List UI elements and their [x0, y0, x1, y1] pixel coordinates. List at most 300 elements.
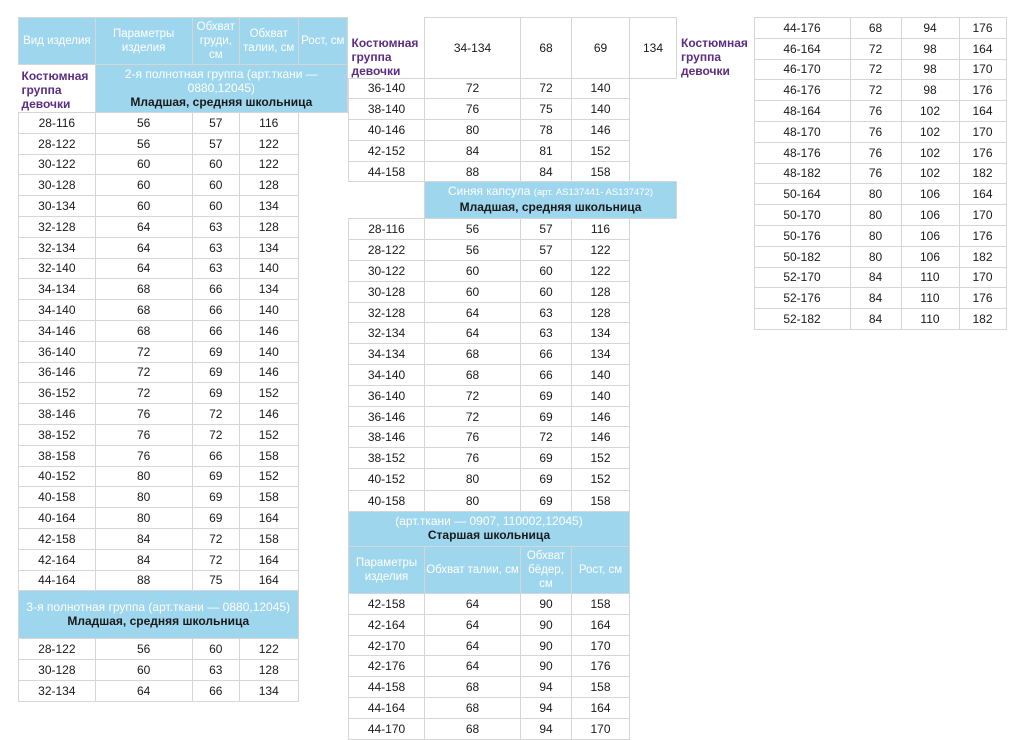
size-cell: 40-152 — [19, 466, 96, 487]
measure-cell: 84 — [425, 140, 521, 161]
measure-cell: 66 — [192, 300, 239, 321]
measure-cell: 63 — [521, 302, 572, 323]
measure-cell: 68 — [425, 698, 521, 719]
height-cell: 164 — [239, 508, 298, 529]
measure-cell: 64 — [95, 258, 192, 279]
height-cell: 146 — [572, 120, 630, 141]
measure-cell: 106 — [901, 225, 959, 246]
height-cell: 158 — [572, 677, 630, 698]
size-cell: 30-134 — [19, 196, 96, 217]
table-row — [349, 365, 677, 386]
size-cell: 34-140 — [349, 365, 425, 386]
table-row — [19, 549, 348, 570]
height-cell: 140 — [572, 99, 630, 120]
group-row — [349, 512, 677, 547]
table-body — [19, 639, 348, 701]
size-cell: 44-158 — [349, 161, 425, 182]
group-header-blue-capsule — [425, 182, 677, 219]
measure-cell: 98 — [901, 59, 959, 80]
height-cell: 134 — [239, 196, 298, 217]
size-cell: 36-152 — [19, 383, 96, 404]
measure-cell: 80 — [95, 508, 192, 529]
table-row — [349, 427, 677, 448]
measure-cell: 72 — [192, 528, 239, 549]
header-chest: Обхват груди, см — [192, 18, 239, 65]
size-cell: 52-182 — [754, 309, 850, 330]
size-cell: 50-164 — [754, 184, 850, 205]
size-cell: 42-158 — [349, 594, 425, 615]
size-cell: 36-140 — [349, 78, 425, 99]
measure-cell: 80 — [425, 490, 521, 512]
table-row — [19, 341, 348, 362]
group-header-1 — [95, 65, 347, 113]
header-height: Рост, см — [572, 547, 630, 594]
measure-cell: 57 — [192, 113, 239, 134]
height-cell: 164 — [239, 549, 298, 570]
measure-cell: 72 — [521, 427, 572, 448]
measure-cell: 69 — [521, 385, 572, 406]
height-cell: 158 — [239, 487, 298, 508]
size-cell: 38-146 — [349, 427, 425, 448]
table-row — [349, 448, 677, 469]
measure-cell: 76 — [850, 142, 901, 163]
measure-cell: 64 — [425, 323, 521, 344]
measure-cell: 60 — [192, 639, 239, 660]
table-row — [349, 18, 677, 79]
measure-cell: 76 — [425, 427, 521, 448]
measure-cell: 66 — [192, 445, 239, 466]
measure-cell: 72 — [192, 424, 239, 445]
group-subtitle: Старшая школьница — [427, 528, 551, 543]
height-cell: 134 — [239, 680, 298, 701]
measure-cell: 69 — [192, 466, 239, 487]
group-code: (арт. AS137441- AS137472) — [533, 187, 654, 199]
measure-cell: 66 — [192, 680, 239, 701]
measure-cell: 64 — [425, 594, 521, 615]
measure-cell: 63 — [521, 323, 572, 344]
measure-cell: 76 — [95, 404, 192, 425]
height-cell: 128 — [239, 216, 298, 237]
measure-cell: 66 — [521, 365, 572, 386]
height-cell: 170 — [959, 205, 1006, 226]
height-cell: 140 — [572, 78, 630, 99]
table-row — [349, 140, 677, 161]
measure-cell: 110 — [901, 309, 959, 330]
size-cell: 46-176 — [754, 80, 850, 101]
height-cell: 182 — [959, 309, 1006, 330]
measure-cell: 68 — [425, 718, 521, 739]
measure-cell: 72 — [95, 341, 192, 362]
table-row — [349, 614, 677, 635]
measure-cell: 110 — [901, 267, 959, 288]
group-row — [19, 65, 348, 113]
height-cell: 164 — [959, 184, 1006, 205]
table-header-row — [19, 18, 348, 65]
height-cell: 152 — [572, 469, 630, 491]
size-cell: 38-140 — [349, 99, 425, 120]
measure-cell: 72 — [850, 80, 901, 101]
group-name — [425, 184, 676, 200]
group-row — [349, 182, 677, 219]
size-table-middle — [348, 17, 677, 740]
size-cell: 36-140 — [19, 341, 96, 362]
size-cell: 52-176 — [754, 288, 850, 309]
table-row — [349, 78, 677, 99]
table-row — [678, 18, 1006, 39]
size-table-right — [678, 17, 1007, 330]
size-cell: 42-176 — [349, 656, 425, 677]
measure-cell: 66 — [192, 279, 239, 300]
measure-cell: 69 — [521, 490, 572, 512]
measure-cell: 69 — [521, 469, 572, 491]
measure-cell: 80 — [425, 120, 521, 141]
table-row — [19, 175, 348, 196]
table-row — [19, 113, 348, 134]
size-cell: 38-146 — [19, 404, 96, 425]
measure-cell: 56 — [95, 113, 192, 134]
measure-cell: 64 — [95, 237, 192, 258]
size-cell: 48-176 — [754, 142, 850, 163]
size-cell: 30-128 — [19, 175, 96, 196]
height-cell: 170 — [572, 635, 630, 656]
measure-cell: 72 — [95, 362, 192, 383]
measure-cell: 88 — [425, 161, 521, 182]
height-cell: 122 — [239, 639, 298, 660]
height-cell: 140 — [239, 341, 298, 362]
measure-cell: 68 — [521, 18, 572, 79]
size-cell: 32-128 — [349, 302, 425, 323]
table-row — [349, 469, 677, 491]
header-waist: Обхват талии, см — [425, 547, 521, 594]
size-cell: 28-116 — [19, 113, 96, 134]
size-cell: 44-170 — [349, 718, 425, 739]
measure-cell: 84 — [850, 267, 901, 288]
table-row — [19, 362, 348, 383]
table-row — [19, 424, 348, 445]
measure-cell: 76 — [425, 99, 521, 120]
group-name: 2-я полнотная группа (арт.ткани — 0880,12045) — [124, 66, 318, 95]
size-cell: 36-140 — [349, 385, 425, 406]
height-cell: 158 — [572, 490, 630, 512]
measure-cell: 76 — [850, 163, 901, 184]
height-cell: 122 — [239, 133, 298, 154]
measure-cell: 80 — [425, 469, 521, 491]
height-cell: 146 — [572, 427, 630, 448]
table-row — [19, 320, 348, 341]
height-cell: 170 — [959, 121, 1006, 142]
table-row — [349, 635, 677, 656]
height-cell: 122 — [572, 261, 630, 282]
measure-cell: 64 — [425, 614, 521, 635]
blank-column — [349, 182, 425, 219]
table-row — [349, 490, 677, 512]
measure-cell: 94 — [901, 18, 959, 39]
table-row — [349, 99, 677, 120]
measure-cell: 56 — [425, 240, 521, 261]
measure-cell: 56 — [425, 219, 521, 240]
measure-cell: 60 — [521, 281, 572, 302]
size-cell: 40-152 — [349, 469, 425, 491]
height-cell: 170 — [959, 59, 1006, 80]
table-body — [349, 78, 677, 182]
size-cell: 34-134 — [19, 279, 96, 300]
measure-cell: 90 — [521, 594, 572, 615]
table-row — [19, 487, 348, 508]
height-cell: 158 — [239, 445, 298, 466]
table-row — [19, 445, 348, 466]
group-name: (арт.ткани — 0907, 110002,12045) — [395, 514, 583, 529]
table-body — [19, 113, 348, 591]
height-cell: 170 — [572, 718, 630, 739]
size-cell: 34-140 — [19, 300, 96, 321]
measure-cell: 60 — [425, 261, 521, 282]
height-cell: 158 — [572, 594, 630, 615]
size-cell: 50-170 — [754, 205, 850, 226]
height-cell: 152 — [572, 140, 630, 161]
measure-cell: 66 — [521, 344, 572, 365]
size-cell: 42-158 — [19, 528, 96, 549]
table-row — [19, 570, 348, 591]
table-row — [19, 680, 348, 701]
measure-cell: 63 — [192, 660, 239, 681]
size-cell: 40-164 — [19, 508, 96, 529]
size-cell: 38-158 — [19, 445, 96, 466]
size-table-left — [18, 17, 348, 702]
height-cell: 152 — [239, 424, 298, 445]
table-header-row — [349, 547, 677, 594]
size-cell: 30-122 — [349, 261, 425, 282]
size-cell: 46-164 — [754, 38, 850, 59]
table-row — [349, 385, 677, 406]
height-cell: 146 — [239, 320, 298, 341]
size-cell: 30-122 — [19, 154, 96, 175]
measure-cell: 60 — [521, 261, 572, 282]
height-cell: 176 — [959, 225, 1006, 246]
height-cell: 176 — [572, 656, 630, 677]
measure-cell: 63 — [192, 216, 239, 237]
size-cell: 46-170 — [754, 59, 850, 80]
size-cell: 38-152 — [349, 448, 425, 469]
measure-cell: 57 — [521, 240, 572, 261]
measure-cell: 84 — [95, 549, 192, 570]
measure-cell: 102 — [901, 142, 959, 163]
height-cell: 170 — [959, 267, 1006, 288]
size-cell: 48-170 — [754, 121, 850, 142]
table-row — [349, 161, 677, 182]
measure-cell: 60 — [192, 175, 239, 196]
height-cell: 164 — [239, 570, 298, 591]
size-cell: 50-176 — [754, 225, 850, 246]
table-row — [19, 528, 348, 549]
measure-cell: 76 — [95, 445, 192, 466]
measure-cell: 102 — [901, 163, 959, 184]
measure-cell: 80 — [95, 466, 192, 487]
header-params: Параметры изделия — [349, 547, 425, 594]
height-cell: 134 — [239, 279, 298, 300]
group-name-text: Синяя капсула — [447, 184, 531, 199]
size-cell: 40-158 — [19, 487, 96, 508]
table-row — [349, 302, 677, 323]
measure-cell: 66 — [192, 320, 239, 341]
table-row — [19, 404, 348, 425]
measure-cell: 76 — [850, 121, 901, 142]
measure-cell: 84 — [850, 309, 901, 330]
table-row — [19, 237, 348, 258]
height-cell: 146 — [239, 404, 298, 425]
size-cell: 44-176 — [754, 18, 850, 39]
measure-cell: 56 — [95, 639, 192, 660]
table-row — [349, 656, 677, 677]
height-cell: 122 — [572, 240, 630, 261]
measure-cell: 64 — [425, 656, 521, 677]
size-cell: 32-140 — [19, 258, 96, 279]
measure-cell: 80 — [850, 225, 901, 246]
size-cell: 42-152 — [349, 140, 425, 161]
height-cell: 176 — [959, 80, 1006, 101]
measure-cell: 72 — [521, 78, 572, 99]
table-row — [19, 154, 348, 175]
size-cell: 42-170 — [349, 635, 425, 656]
measure-cell: 88 — [95, 570, 192, 591]
table-row — [349, 677, 677, 698]
table-row — [19, 216, 348, 237]
measure-cell: 57 — [192, 133, 239, 154]
measure-cell: 76 — [425, 448, 521, 469]
measure-cell: 69 — [192, 362, 239, 383]
measure-cell: 69 — [572, 18, 630, 79]
measure-cell: 60 — [192, 196, 239, 217]
header-waist: Обхват талии, см — [239, 18, 298, 65]
size-cell: 34-134 — [349, 344, 425, 365]
table-row — [349, 323, 677, 344]
size-cell: 42-164 — [349, 614, 425, 635]
measure-cell: 57 — [521, 219, 572, 240]
measure-cell: 60 — [95, 175, 192, 196]
category-label: Костюмная группа девочки — [19, 65, 96, 113]
table-body — [349, 219, 677, 512]
measure-cell: 72 — [425, 406, 521, 427]
size-cell: 28-122 — [19, 133, 96, 154]
measure-cell: 68 — [95, 279, 192, 300]
height-cell: 128 — [239, 660, 298, 681]
measure-cell: 84 — [850, 288, 901, 309]
table-row — [349, 261, 677, 282]
measure-cell: 72 — [850, 59, 901, 80]
height-cell: 134 — [630, 18, 677, 79]
measure-cell: 94 — [521, 718, 572, 739]
height-cell: 158 — [572, 161, 630, 182]
table-row — [349, 594, 677, 615]
height-cell: 140 — [239, 300, 298, 321]
height-cell: 176 — [959, 288, 1006, 309]
measure-cell: 64 — [95, 680, 192, 701]
measure-cell: 90 — [521, 614, 572, 635]
measure-cell: 60 — [95, 196, 192, 217]
category-label: Костюмная группа девочки — [678, 18, 754, 330]
header-product-type: Вид изделия — [19, 18, 96, 65]
measure-cell: 60 — [425, 281, 521, 302]
height-cell: 134 — [572, 323, 630, 344]
table-row — [19, 258, 348, 279]
size-cell: 38-152 — [19, 424, 96, 445]
height-cell: 140 — [572, 365, 630, 386]
size-cell: 30-128 — [19, 660, 96, 681]
size-cell: 32-134 — [19, 237, 96, 258]
table-row — [19, 196, 348, 217]
table-row — [349, 718, 677, 739]
measure-cell: 80 — [95, 487, 192, 508]
height-cell: 164 — [959, 38, 1006, 59]
table-row — [349, 281, 677, 302]
size-cell: 28-116 — [349, 219, 425, 240]
measure-cell: 60 — [192, 154, 239, 175]
group-row — [19, 591, 348, 639]
measure-cell: 102 — [901, 121, 959, 142]
measure-cell: 68 — [95, 300, 192, 321]
table-row — [349, 219, 677, 240]
table-row — [19, 466, 348, 487]
height-cell: 128 — [572, 281, 630, 302]
measure-cell: 69 — [192, 383, 239, 404]
measure-cell: 84 — [95, 528, 192, 549]
measure-cell: 72 — [425, 78, 521, 99]
height-cell: 176 — [959, 18, 1006, 39]
group-subtitle: Младшая, средняя школьница — [67, 613, 250, 628]
size-cell: 32-134 — [349, 323, 425, 344]
size-cell: 48-182 — [754, 163, 850, 184]
size-cell: 40-146 — [349, 120, 425, 141]
measure-cell: 64 — [425, 635, 521, 656]
measure-cell: 68 — [95, 320, 192, 341]
measure-cell: 90 — [521, 635, 572, 656]
measure-cell: 69 — [521, 448, 572, 469]
measure-cell: 68 — [425, 344, 521, 365]
height-cell: 176 — [959, 142, 1006, 163]
height-cell: 146 — [572, 406, 630, 427]
height-cell: 164 — [572, 698, 630, 719]
measure-cell: 106 — [901, 246, 959, 267]
measure-cell: 98 — [901, 38, 959, 59]
table-body — [349, 594, 677, 740]
height-cell: 122 — [239, 154, 298, 175]
measure-cell: 80 — [850, 246, 901, 267]
measure-cell: 56 — [95, 133, 192, 154]
height-cell: 134 — [572, 344, 630, 365]
height-cell: 182 — [959, 246, 1006, 267]
table-row — [19, 279, 348, 300]
measure-cell: 68 — [850, 18, 901, 39]
table-row — [19, 660, 348, 681]
size-cell: 48-164 — [754, 101, 850, 122]
measure-cell: 69 — [192, 508, 239, 529]
measure-cell: 72 — [95, 383, 192, 404]
measure-cell: 72 — [850, 38, 901, 59]
measure-cell: 72 — [192, 404, 239, 425]
size-cell: 34-146 — [19, 320, 96, 341]
table-row — [349, 406, 677, 427]
measure-cell: 81 — [521, 140, 572, 161]
size-cell: 42-164 — [19, 549, 96, 570]
table-row — [19, 508, 348, 529]
size-cell: 36-146 — [349, 406, 425, 427]
size-cell: 36-146 — [19, 362, 96, 383]
measure-cell: 90 — [521, 656, 572, 677]
height-cell: 116 — [239, 113, 298, 134]
height-cell: 116 — [572, 219, 630, 240]
height-cell: 128 — [572, 302, 630, 323]
measure-cell: 68 — [425, 677, 521, 698]
measure-cell: 78 — [521, 120, 572, 141]
